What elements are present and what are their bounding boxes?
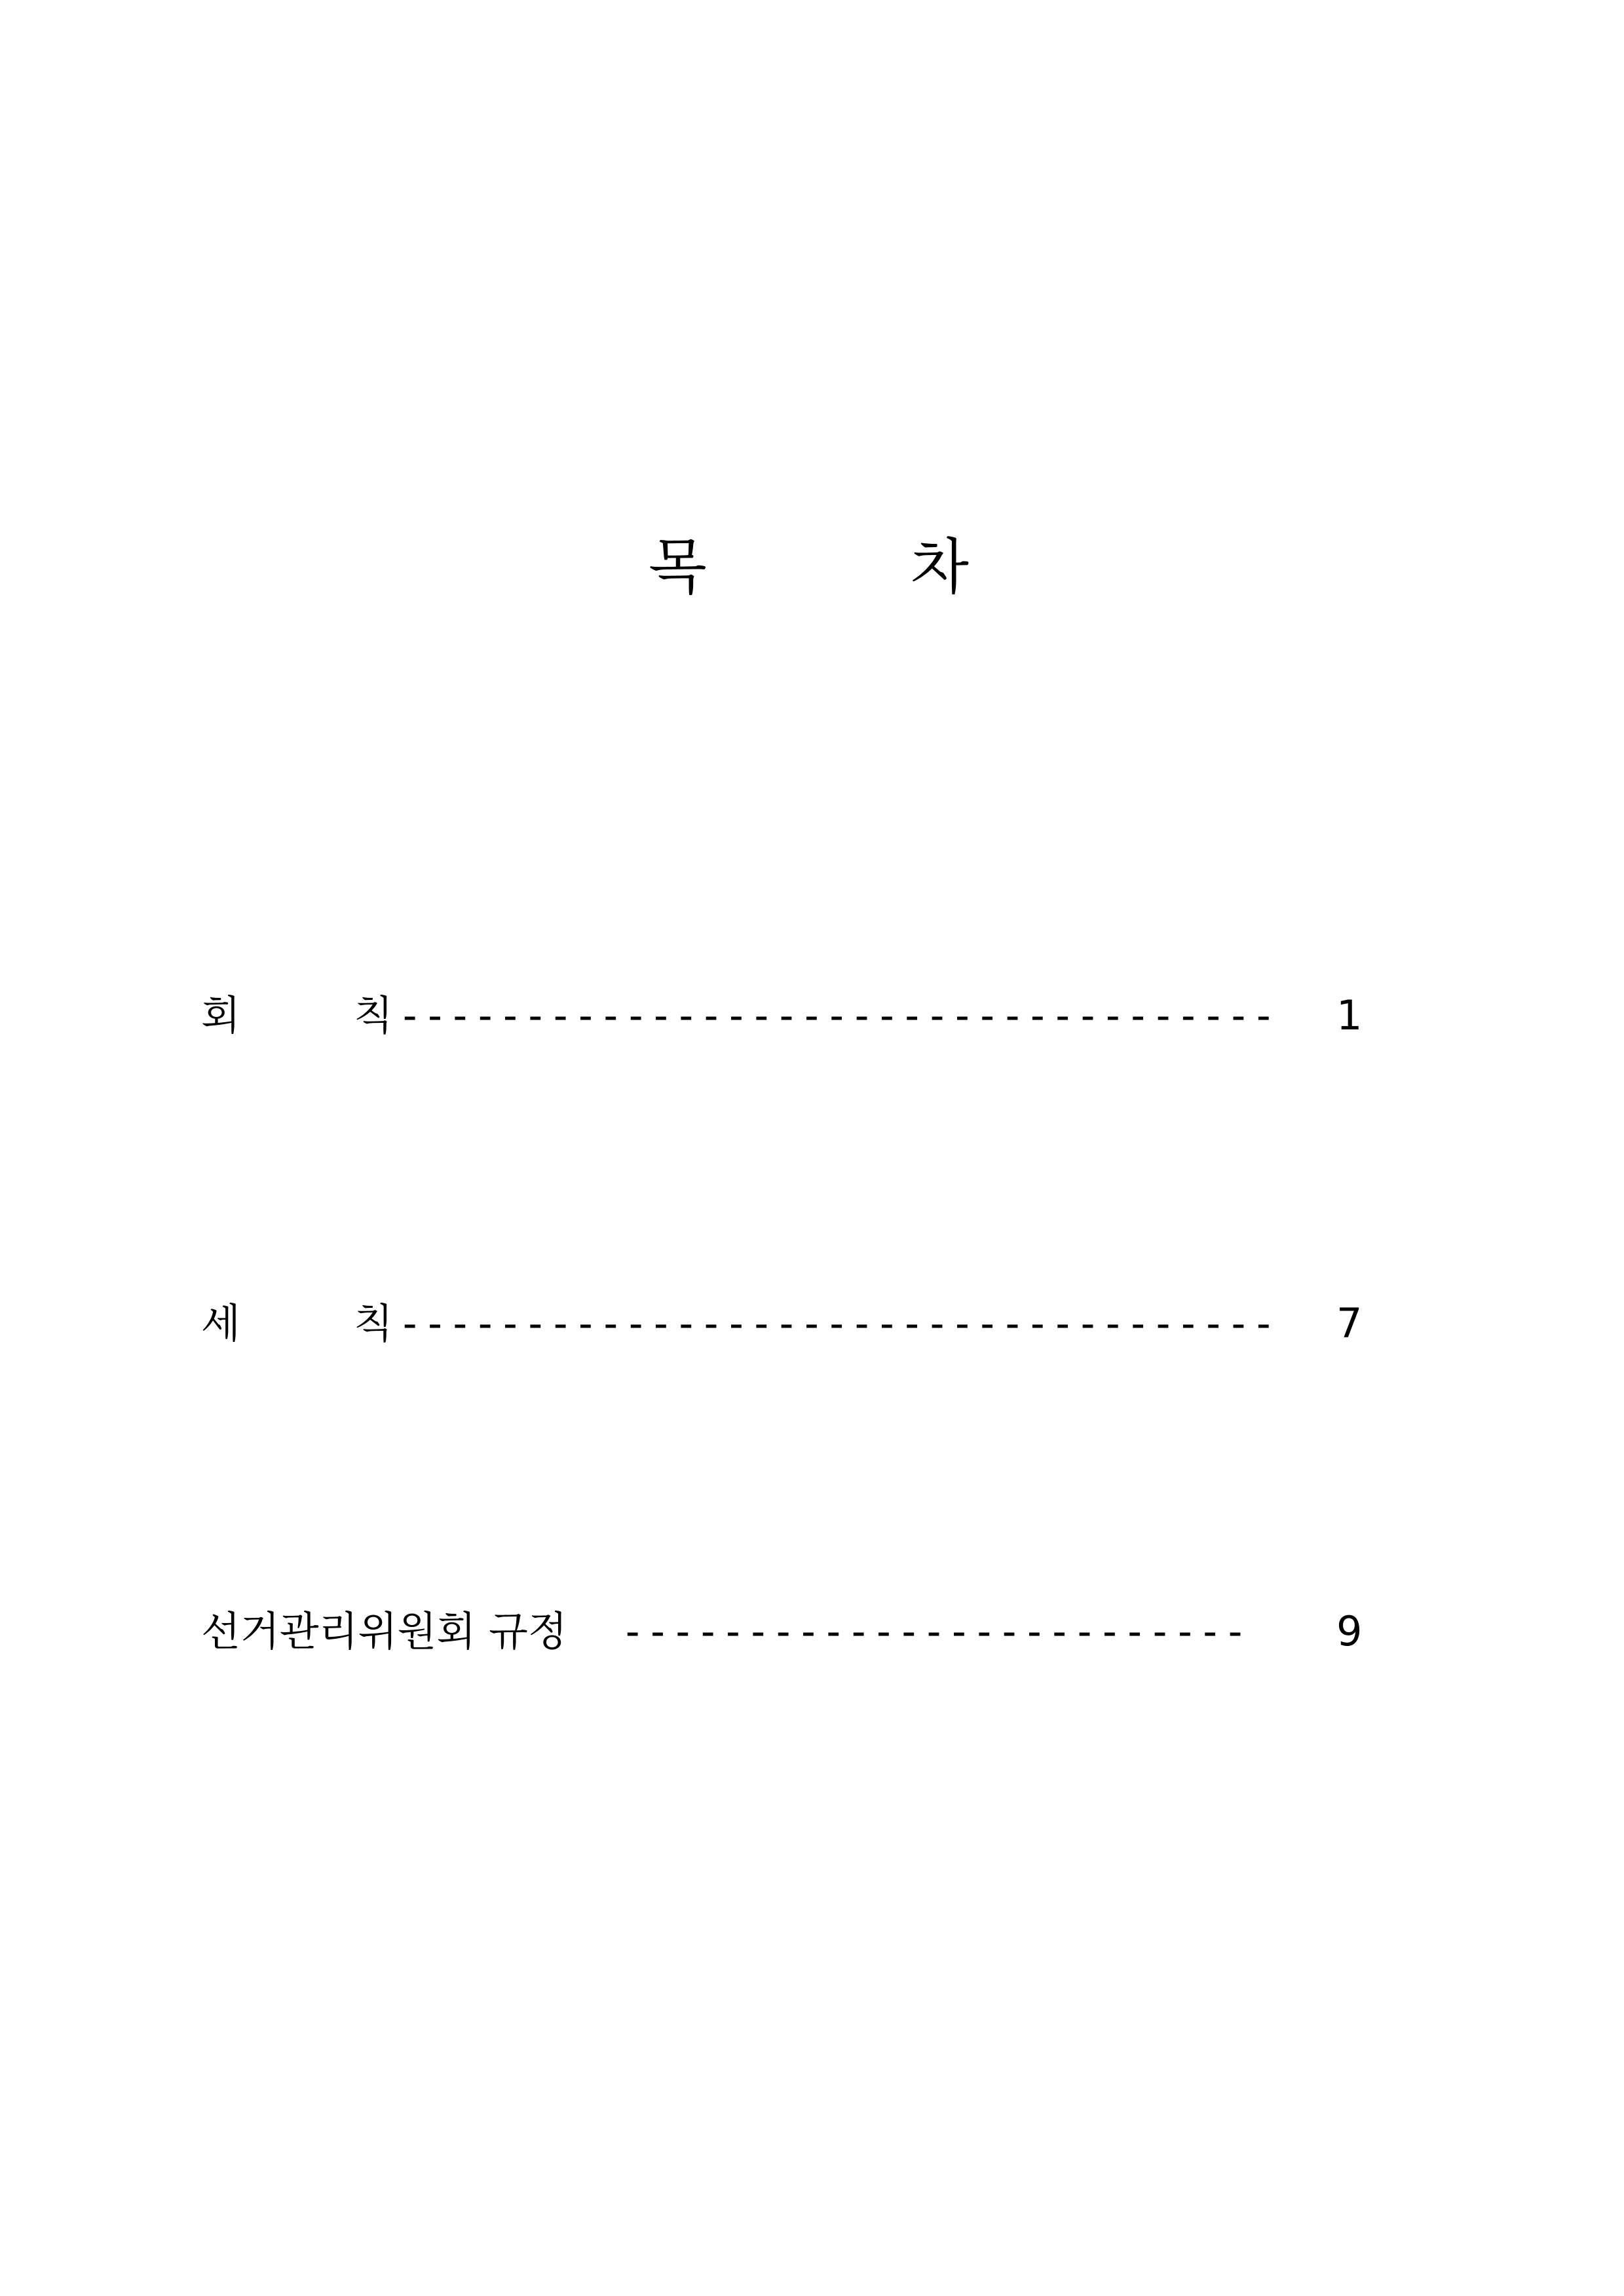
toc-entry-election-committee[interactable]: [201, 1605, 1380, 1658]
toc-entry-label-part1: 회: [201, 991, 240, 1039]
toc-dot-leader: -----------------------------------: [398, 991, 1277, 1039]
toc-entry-label-part1: 세: [201, 1299, 240, 1347]
toc-page-number: 7: [1336, 1299, 1363, 1347]
toc-entry-bylaws[interactable]: [201, 1297, 1380, 1350]
toc-entry-label: 선거관리위원회 규정: [201, 1607, 567, 1655]
toc-dot-leader: -----------------------------------: [398, 1299, 1277, 1347]
title-char-1: 목: [649, 532, 707, 602]
toc-page-number: 1: [1336, 991, 1363, 1039]
toc-entry-label-part2: 칙: [354, 991, 393, 1039]
title-char-2: 차: [911, 532, 969, 602]
toc-entry-label-part2: 칙: [354, 1299, 393, 1347]
toc-entry-rules[interactable]: [201, 989, 1380, 1042]
toc-page-number: 9: [1336, 1607, 1363, 1655]
toc-dot-leader: -------------------------: [620, 1607, 1249, 1655]
